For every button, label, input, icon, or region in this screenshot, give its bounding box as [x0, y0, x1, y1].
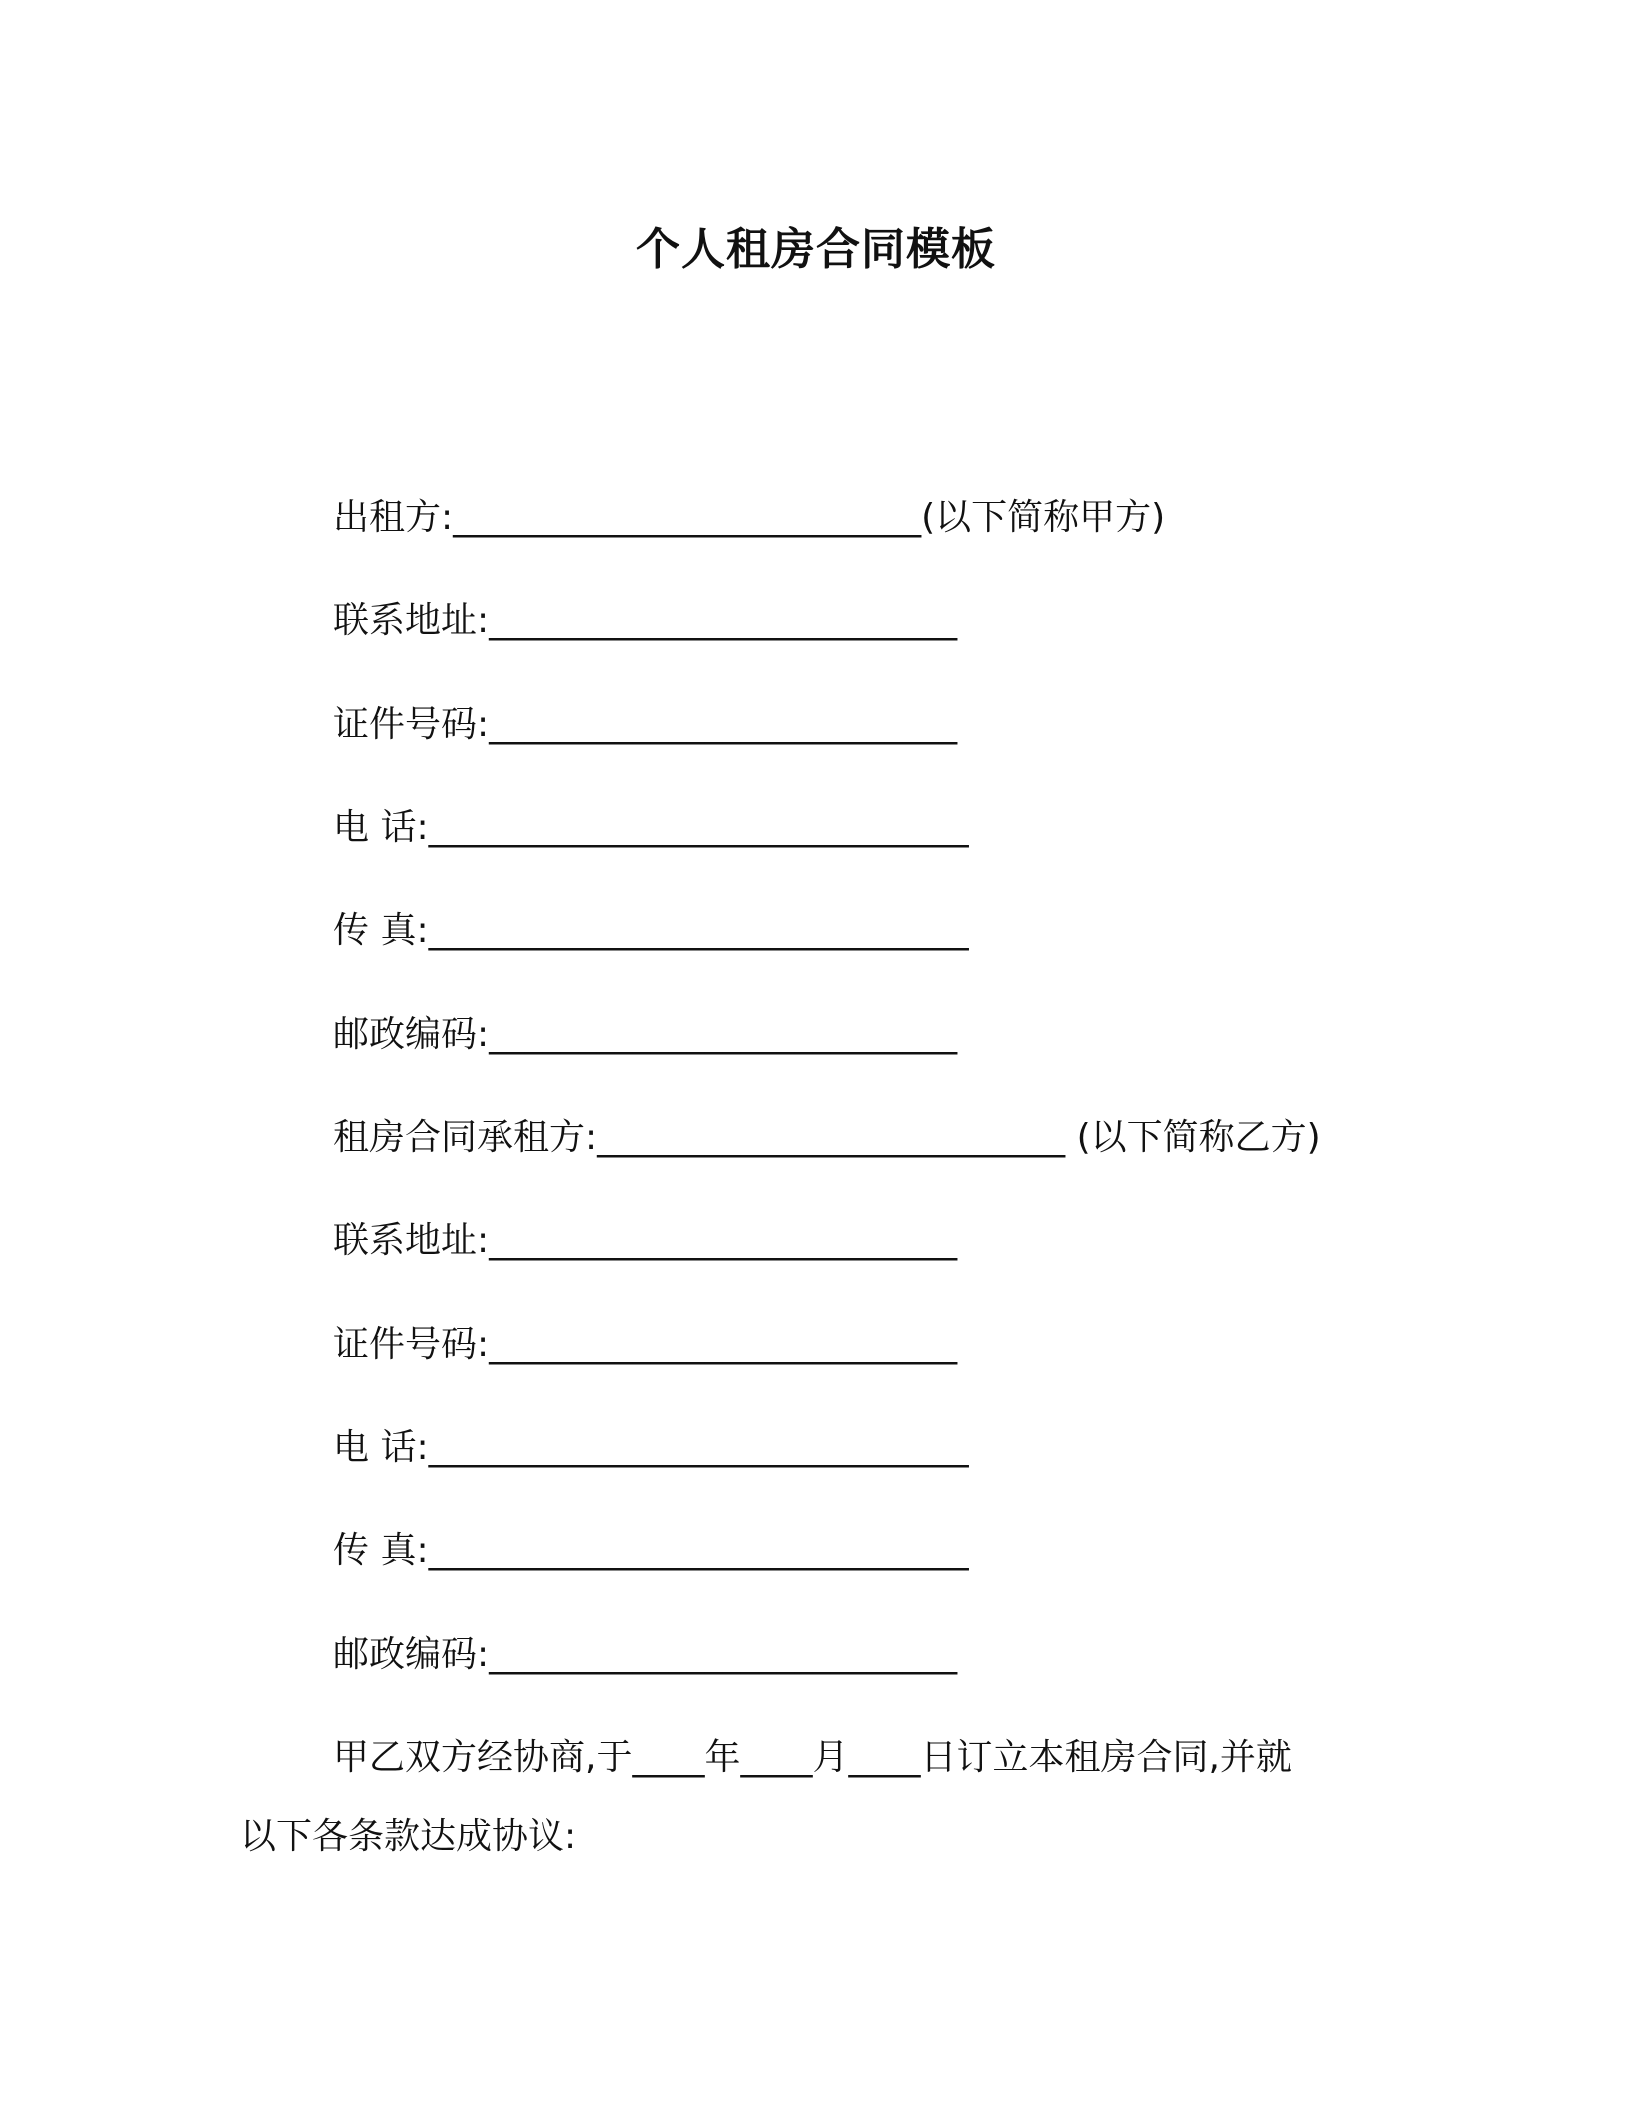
field-blank: __________________________	[489, 1014, 958, 1055]
lessor-postcode-line	[333, 1010, 957, 1060]
lessor-blank: __________________________	[453, 497, 922, 538]
field-blank: __________________________	[489, 1634, 958, 1675]
field-label: 邮政编码:	[333, 1634, 490, 1675]
field-blank: __________________________	[489, 1324, 958, 1365]
agreement-line-1: 甲乙双方经协商,于____年____月____日订立本租房合同,并就	[333, 1737, 1292, 1778]
field-blank: ______________________________	[428, 1530, 969, 1571]
field-label: 电 话:	[333, 1427, 429, 1468]
field-blank: ______________________________	[428, 807, 969, 848]
field-blank: __________________________	[489, 600, 958, 641]
lessee-label: 租房合同承租方:	[333, 1117, 598, 1158]
lessor-id-line	[333, 700, 957, 750]
lessor-line	[333, 493, 1165, 543]
field-label: 传 真:	[333, 910, 429, 951]
lessee-postcode-line	[333, 1630, 957, 1680]
field-label: 联系地址:	[333, 600, 490, 641]
lessee-phone-line	[333, 1423, 969, 1473]
field-blank: __________________________	[489, 1220, 958, 1261]
lessor-phone-line	[333, 803, 969, 853]
field-label: 证件号码:	[333, 704, 490, 745]
agreement-line-2: 以下各条款达成协议:	[240, 1816, 577, 1857]
field-label: 邮政编码:	[333, 1014, 490, 1055]
lessor-suffix: (以下简称甲方)	[921, 497, 1166, 538]
lessee-fax-line	[333, 1526, 969, 1576]
field-label: 传 真:	[333, 1530, 429, 1571]
field-blank: ______________________________	[428, 910, 969, 951]
field-label: 电 话:	[333, 807, 429, 848]
lessor-label: 出租方:	[333, 497, 454, 538]
field-label: 证件号码:	[333, 1324, 490, 1365]
field-label: 联系地址:	[333, 1220, 490, 1261]
lessee-suffix: (以下简称乙方)	[1065, 1117, 1321, 1158]
lessee-address-line	[333, 1216, 957, 1266]
lessee-blank: __________________________	[597, 1117, 1066, 1158]
field-blank: __________________________	[489, 704, 958, 745]
document-title: 个人租房合同模板	[636, 224, 996, 275]
lessor-address-line	[333, 596, 957, 646]
lessee-line	[333, 1113, 1321, 1163]
lessor-fax-line	[333, 906, 969, 956]
lessee-id-line	[333, 1320, 957, 1370]
field-blank: ______________________________	[428, 1427, 969, 1468]
